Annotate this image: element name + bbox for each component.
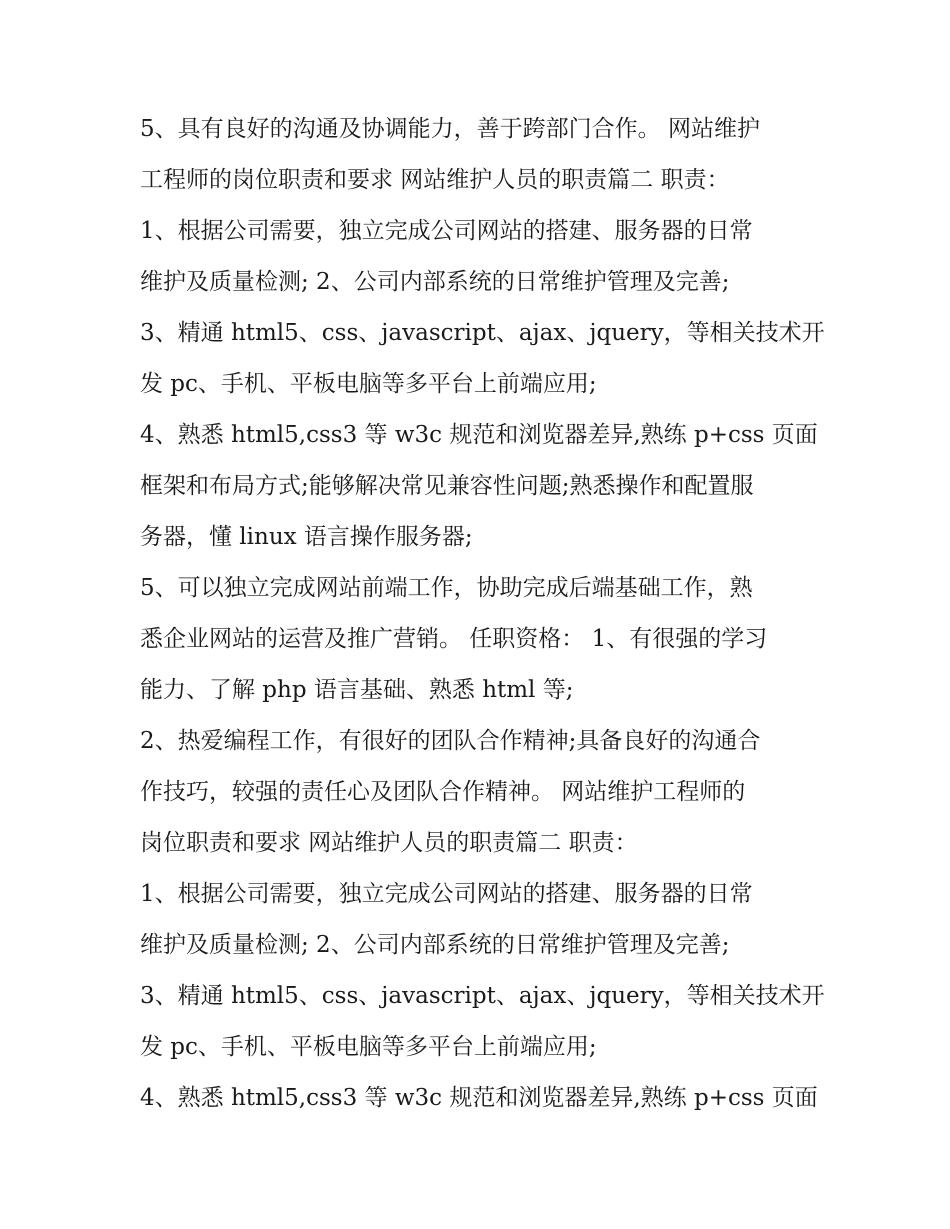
text-line: 务器，懂 linux 语言操作服务器; [140,524,473,550]
text-line: 3、精通 html5、css、javascript、ajax、jquery，等相关技术开 [140,983,825,1009]
body-text [140,104,825,1124]
text-line: 发 pc、手机、平板电脑等多平台上前端应用; [140,371,597,397]
text-line: 3、精通 html5、css、javascript、ajax、jquery，等相关技术开 [140,320,825,346]
text-line: 2、热爱编程工作，有很好的团队合作精神;具备良好的沟通合 [140,728,761,754]
text-line: 框架和布局方式;能够解决常见兼容性问题;熟悉操作和配置服 [140,473,754,499]
text-line: 悉企业网站的运营及推广营销。 任职资格： 1、有很强的学习 [140,626,768,652]
text-line: 维护及质量检测; 2、公司内部系统的日常维护管理及完善; [140,932,730,958]
text-line: 5、可以独立完成网站前端工作，协助完成后端基础工作，熟 [140,575,753,601]
text-line: 岗位职责和要求 网站维护人员的职责篇二 职责： [140,830,638,856]
text-line: 工程师的岗位职责和要求 网站维护人员的职责篇二 职责： [140,167,730,193]
text-line: 发 pc、手机、平板电脑等多平台上前端应用; [140,1034,597,1060]
text-line: 4、熟悉 html5,css3 等 w3c 规范和浏览器差异,熟练 p+css 页面 [140,422,818,448]
text-line: 作技巧，较强的责任心及团队合作精神。 网站维护工程师的 [140,779,746,805]
text-line: 4、熟悉 html5,css3 等 w3c 规范和浏览器差异,熟练 p+css 页面 [140,1085,818,1111]
text-line: 1、根据公司需要，独立完成公司网站的搭建、服务器的日常 [140,218,753,244]
text-line: 维护及质量检测; 2、公司内部系统的日常维护管理及完善; [140,269,730,295]
text-line: 5、具有良好的沟通及协调能力，善于跨部门合作。 网站维护 [140,116,760,142]
text-line: 1、根据公司需要，独立完成公司网站的搭建、服务器的日常 [140,881,753,907]
text-line: 能力、了解 php 语言基础、熟悉 html 等; [140,677,574,703]
